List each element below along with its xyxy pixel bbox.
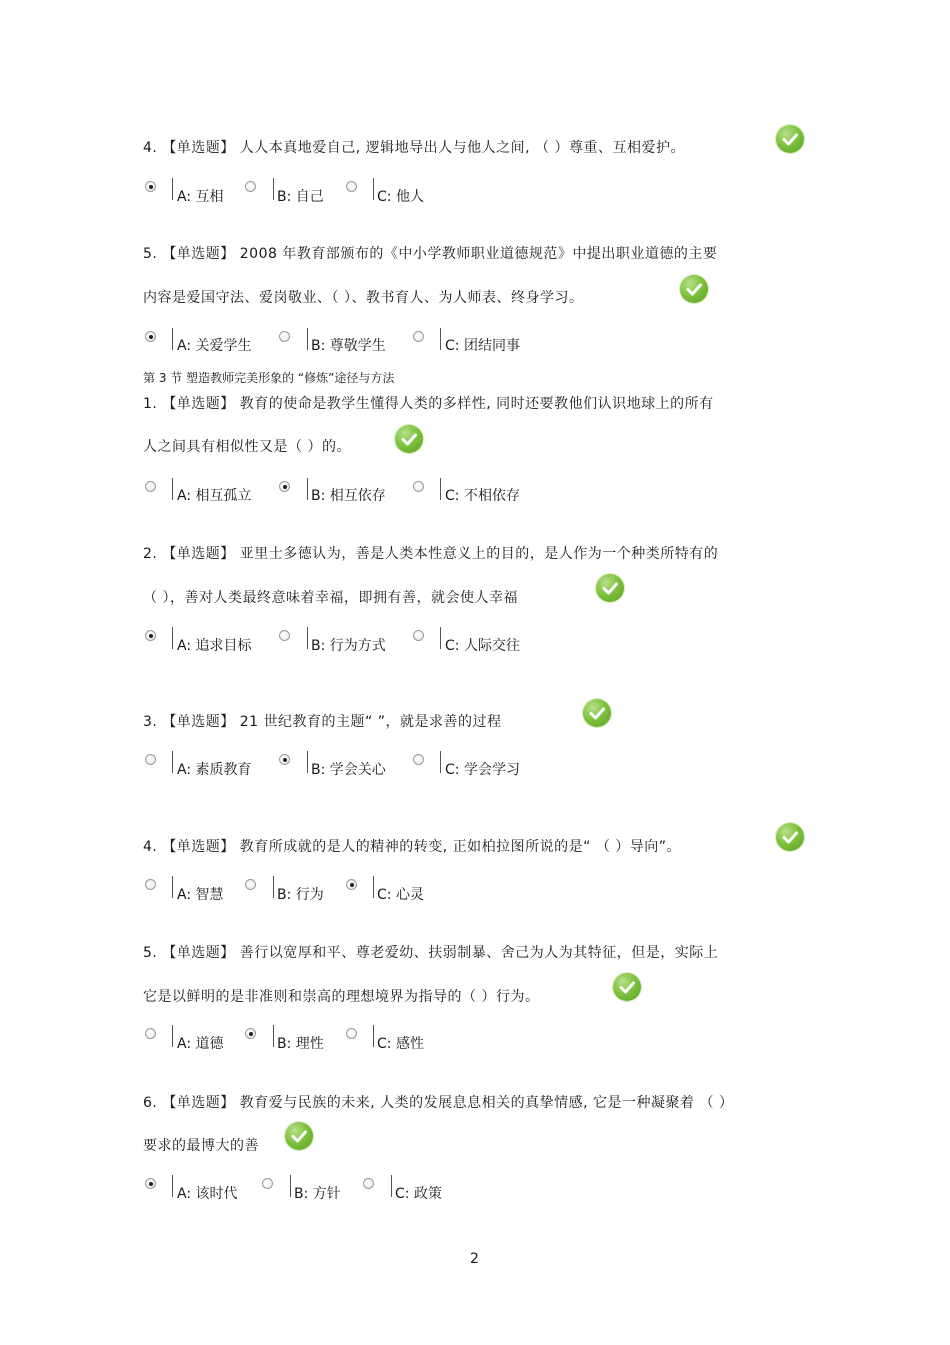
option-b-label: B: 方针 — [294, 1186, 341, 1202]
section-title: 第 3 节 塑造教师完美形象的 “修炼”途径与方法 — [143, 371, 395, 385]
option-b-label: B: 行为 — [277, 887, 324, 903]
option-c-radio[interactable] — [413, 630, 424, 641]
option-a-radio[interactable] — [145, 1028, 156, 1039]
question-2-text: 2. 【单选题】 亚里士多德认为，善是人类本性意义上的目的，是人作为一个种类所特有的 — [143, 546, 719, 562]
option-a-label: A: 智慧 — [177, 887, 224, 903]
option-c-radio[interactable] — [346, 879, 357, 890]
option-a-label: A: 追求目标 — [177, 638, 252, 654]
option-a-label: A: 互相 — [177, 189, 224, 205]
question-6-text-line2: 要求的最博大的善 — [143, 1138, 259, 1154]
option-a-radio[interactable] — [145, 754, 156, 765]
check-circle-icon — [596, 574, 624, 602]
option-b-label: B: 学会关心 — [311, 762, 386, 778]
option-c-label: C: 学会学习 — [445, 762, 520, 778]
option-b-radio[interactable] — [262, 1178, 273, 1189]
option-divider — [391, 1175, 392, 1197]
question-5-text-line2: 它是以鲜明的是非准则和崇高的理想境界为指导的（ ）行为。 — [143, 989, 540, 1005]
option-b-radio[interactable] — [279, 630, 290, 641]
check-circle-icon — [680, 275, 708, 303]
option-divider — [373, 1025, 374, 1047]
check-circle-icon — [613, 973, 641, 1001]
option-divider — [307, 627, 308, 649]
question-3-text: 3. 【单选题】 21 世纪教育的主题“ ”，就是求善的过程 — [143, 714, 502, 730]
option-divider — [307, 751, 308, 773]
option-c-radio[interactable] — [363, 1178, 374, 1189]
question-4-text: 4. 【单选题】 人人本真地爱自己, 逻辑地导出人与他人之间, （ ）尊重、互相爱护。 — [143, 140, 686, 156]
option-divider — [172, 751, 173, 773]
option-b-radio[interactable] — [279, 481, 290, 492]
option-c-radio[interactable] — [413, 754, 424, 765]
option-divider — [290, 1175, 291, 1197]
option-c-label: C: 政策 — [395, 1186, 442, 1202]
option-a-radio[interactable] — [145, 331, 156, 342]
option-b-label: B: 尊敬学生 — [311, 338, 386, 354]
question-4-text: 4. 【单选题】 教育所成就的是人的精神的转变, 正如柏拉图所说的是“ （ ）导向”。 — [143, 839, 682, 855]
option-b-label: B: 理性 — [277, 1036, 324, 1052]
question-5-text: 5. 【单选题】 善行以宽厚和平、尊老爱幼、扶弱制暴、舍己为人为其特征，但是，实际上 — [143, 945, 719, 961]
option-c-radio[interactable] — [346, 181, 357, 192]
option-a-radio[interactable] — [145, 630, 156, 641]
option-b-radio[interactable] — [279, 331, 290, 342]
option-c-radio[interactable] — [413, 481, 424, 492]
option-divider — [273, 876, 274, 898]
option-c-label: C: 他人 — [377, 189, 424, 205]
option-b-radio[interactable] — [279, 754, 290, 765]
option-divider — [172, 178, 173, 200]
option-c-radio[interactable] — [346, 1028, 357, 1039]
option-divider — [440, 478, 441, 500]
question-6-text: 6. 【单选题】 教育爱与民族的未来, 人类的发展息息相关的真挚情感, 它是一种凝聚着 （ ） — [143, 1095, 734, 1111]
option-b-radio[interactable] — [245, 1028, 256, 1039]
option-c-label: C: 心灵 — [377, 887, 424, 903]
option-divider — [373, 876, 374, 898]
option-c-label: C: 感性 — [377, 1036, 424, 1052]
option-divider — [172, 1175, 173, 1197]
option-divider — [373, 178, 374, 200]
option-a-radio[interactable] — [145, 181, 156, 192]
option-a-radio[interactable] — [145, 1178, 156, 1189]
page-number: 2 — [470, 1251, 479, 1267]
option-a-radio[interactable] — [145, 879, 156, 890]
option-b-label: B: 相互依存 — [311, 488, 386, 504]
option-a-radio[interactable] — [145, 481, 156, 492]
option-divider — [172, 478, 173, 500]
option-b-label: B: 自己 — [277, 189, 324, 205]
question-1-text-line2: 人之间具有相似性又是（ ）的。 — [143, 439, 351, 455]
check-circle-icon — [776, 823, 804, 851]
check-circle-icon — [583, 699, 611, 727]
check-circle-icon — [285, 1122, 313, 1150]
option-c-label: C: 不相依存 — [445, 488, 520, 504]
option-divider — [440, 627, 441, 649]
option-divider — [440, 751, 441, 773]
option-divider — [440, 328, 441, 350]
option-c-radio[interactable] — [413, 331, 424, 342]
option-divider — [172, 1025, 173, 1047]
option-c-label: C: 团结同事 — [445, 338, 520, 354]
option-b-radio[interactable] — [245, 879, 256, 890]
option-a-label: A: 相互孤立 — [177, 488, 252, 504]
option-b-label: B: 行为方式 — [311, 638, 386, 654]
option-a-label: A: 道德 — [177, 1036, 224, 1052]
question-5-text: 5. 【单选题】 2008 年教育部颁布的《中小学教师职业道德规范》中提出职业道德的主要 — [143, 246, 718, 262]
option-divider — [172, 876, 173, 898]
question-5-text-line2: 内容是爱国守法、爱岗敬业、（ ）、教书育人、为人师表、终身学习。 — [143, 290, 584, 306]
option-c-label: C: 人际交往 — [445, 638, 520, 654]
option-divider — [172, 328, 173, 350]
option-divider — [172, 627, 173, 649]
option-divider — [273, 178, 274, 200]
option-divider — [273, 1025, 274, 1047]
question-2-text-line2: （ ），善对人类最终意味着幸福，即拥有善，就会使人幸福 — [143, 590, 518, 606]
question-1-text: 1. 【单选题】 教育的使命是教学生懂得人类的多样性, 同时还要教他们认识地球上的所有 — [143, 396, 714, 412]
check-circle-icon — [776, 125, 804, 153]
option-a-label: A: 素质教育 — [177, 762, 252, 778]
option-b-radio[interactable] — [245, 181, 256, 192]
option-divider — [307, 328, 308, 350]
check-circle-icon — [395, 425, 423, 453]
option-divider — [307, 478, 308, 500]
option-a-label: A: 该时代 — [177, 1186, 238, 1202]
option-a-label: A: 关爱学生 — [177, 338, 252, 354]
